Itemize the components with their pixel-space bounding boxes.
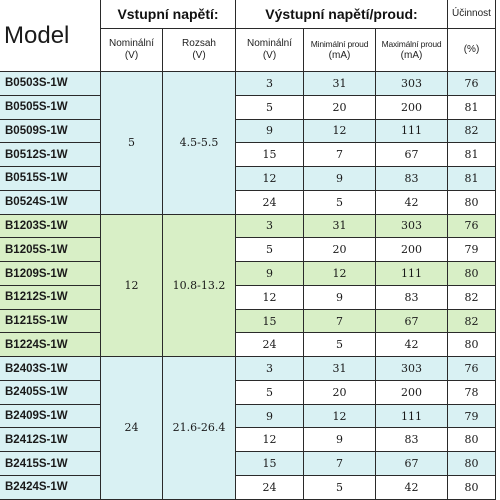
- nominal-output-subheader: [236, 29, 304, 72]
- model-name: B0503S-1W: [0, 72, 101, 96]
- model-name: B1205S-1W: [0, 238, 101, 262]
- min-current: 7: [304, 310, 376, 334]
- output-voltage: 12: [236, 167, 304, 191]
- efficiency: 82: [448, 310, 496, 334]
- max-current: 200: [376, 96, 448, 120]
- min-current: 5: [304, 191, 376, 215]
- output-voltage: 15: [236, 310, 304, 334]
- efficiency: 80: [448, 428, 496, 452]
- min-current: 9: [304, 167, 376, 191]
- min-current: 5: [304, 476, 376, 500]
- min-current-label: Minimální proud: [310, 39, 369, 49]
- max-current: 111: [376, 405, 448, 429]
- max-current-label: Maximální proud: [381, 39, 442, 49]
- output-voltage: 9: [236, 120, 304, 144]
- nominal-output-label: Nominální: [246, 38, 293, 49]
- min-current: 12: [304, 405, 376, 429]
- output-voltage: 15: [236, 143, 304, 167]
- model-name: B0524S-1W: [0, 191, 101, 215]
- model-name: B2405S-1W: [0, 381, 101, 405]
- efficiency: 80: [448, 262, 496, 286]
- output-voltage: 3: [236, 72, 304, 96]
- group-2-input-range: 10.8-13.2: [163, 215, 236, 358]
- output-voltage: 9: [236, 262, 304, 286]
- min-current: 12: [304, 120, 376, 144]
- model-name: B1203S-1W: [0, 215, 101, 239]
- output-voltage: 3: [236, 215, 304, 239]
- input-voltage-header: Vstupní napětí:: [101, 0, 236, 29]
- efficiency-header: Účinnost: [448, 0, 496, 29]
- model-name: B2415S-1W: [0, 452, 101, 476]
- min-current: 20: [304, 96, 376, 120]
- min-current: 12: [304, 262, 376, 286]
- nominal-input-label: Nominální: [108, 38, 155, 49]
- min-current: 9: [304, 428, 376, 452]
- efficiency: 76: [448, 72, 496, 96]
- output-voltage: 15: [236, 452, 304, 476]
- min-current-unit: (mA): [328, 50, 351, 61]
- nominal-input-unit: (V): [124, 50, 139, 61]
- group-2-nominal-input: 12: [101, 215, 163, 358]
- range-label: Rozsah: [182, 38, 216, 49]
- model-name: B0515S-1W: [0, 167, 101, 191]
- efficiency: 81: [448, 96, 496, 120]
- output-voltage: 3: [236, 357, 304, 381]
- output-voltage-current-header: Výstupní napětí/proud:: [236, 0, 448, 29]
- max-current: 83: [376, 286, 448, 310]
- efficiency: 79: [448, 238, 496, 262]
- model-name: B1215S-1W: [0, 310, 101, 334]
- model-name: B0505S-1W: [0, 96, 101, 120]
- max-current: 200: [376, 238, 448, 262]
- efficiency: 81: [448, 143, 496, 167]
- efficiency: 82: [448, 286, 496, 310]
- max-current: 42: [376, 476, 448, 500]
- group-3-nominal-input: 24: [101, 357, 163, 500]
- model-name: B0512S-1W: [0, 143, 101, 167]
- max-current: 83: [376, 167, 448, 191]
- max-current-subheader: [376, 29, 448, 72]
- max-current: 111: [376, 120, 448, 144]
- model-name: B1212S-1W: [0, 286, 101, 310]
- efficiency: 80: [448, 333, 496, 357]
- efficiency: 82: [448, 120, 496, 144]
- model-name: B2412S-1W: [0, 428, 101, 452]
- efficiency-unit-subheader: (%): [448, 29, 496, 72]
- output-voltage: 24: [236, 333, 304, 357]
- output-voltage: 12: [236, 286, 304, 310]
- min-current: 7: [304, 143, 376, 167]
- max-current: 111: [376, 262, 448, 286]
- max-current: 303: [376, 215, 448, 239]
- efficiency: 79: [448, 405, 496, 429]
- efficiency: 80: [448, 476, 496, 500]
- max-current-unit: (mA): [400, 50, 423, 61]
- efficiency: 76: [448, 215, 496, 239]
- min-current: 31: [304, 215, 376, 239]
- model-name: B0509S-1W: [0, 120, 101, 144]
- output-voltage: 12: [236, 428, 304, 452]
- min-current: 7: [304, 452, 376, 476]
- model-name: B1209S-1W: [0, 262, 101, 286]
- max-current: 67: [376, 310, 448, 334]
- output-voltage: 5: [236, 238, 304, 262]
- min-current: 20: [304, 238, 376, 262]
- model-header: Model: [0, 0, 101, 72]
- range-unit: (V): [192, 50, 206, 61]
- output-voltage: 24: [236, 476, 304, 500]
- efficiency: 81: [448, 167, 496, 191]
- model-name: B2424S-1W: [0, 476, 101, 500]
- max-current: 67: [376, 452, 448, 476]
- min-current: 31: [304, 72, 376, 96]
- model-name: B2409S-1W: [0, 405, 101, 429]
- model-name: B1224S-1W: [0, 333, 101, 357]
- efficiency: 80: [448, 452, 496, 476]
- group-1-input-range: 4.5-5.5: [163, 72, 236, 215]
- nominal-input-subheader: [101, 29, 163, 72]
- max-current: 42: [376, 333, 448, 357]
- group-1-nominal-input: 5: [101, 72, 163, 215]
- group-3-input-range: 21.6-26.4: [163, 357, 236, 500]
- max-current: 42: [376, 191, 448, 215]
- efficiency: 78: [448, 381, 496, 405]
- max-current: 67: [376, 143, 448, 167]
- min-current: 31: [304, 357, 376, 381]
- range-subheader: [163, 29, 236, 72]
- max-current: 200: [376, 381, 448, 405]
- max-current: 83: [376, 428, 448, 452]
- max-current: 303: [376, 72, 448, 96]
- output-voltage: 5: [236, 381, 304, 405]
- min-current: 9: [304, 286, 376, 310]
- min-current-subheader: [304, 29, 376, 72]
- min-current: 5: [304, 333, 376, 357]
- max-current: 303: [376, 357, 448, 381]
- efficiency: 76: [448, 357, 496, 381]
- min-current: 20: [304, 381, 376, 405]
- nominal-output-unit: (V): [262, 50, 277, 61]
- output-voltage: 9: [236, 405, 304, 429]
- output-voltage: 5: [236, 96, 304, 120]
- efficiency: 80: [448, 191, 496, 215]
- model-name: B2403S-1W: [0, 357, 101, 381]
- output-voltage: 24: [236, 191, 304, 215]
